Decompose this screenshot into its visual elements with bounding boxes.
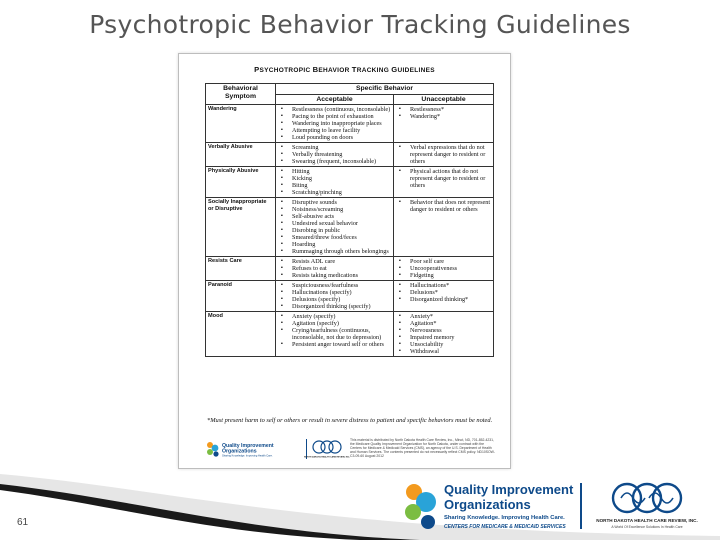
acceptable-list bbox=[278, 282, 391, 310]
symptom-cell: Verbally Abusive bbox=[206, 143, 276, 167]
ndhcri-mini-logo bbox=[304, 439, 350, 459]
list-item: ▪ Attempting to leave facility bbox=[278, 127, 391, 134]
symptom-cell: Mood bbox=[206, 312, 276, 357]
ndhcri-logo bbox=[597, 478, 697, 532]
symptom-cell: Resists Care bbox=[206, 257, 276, 281]
list-item: ▪ Unsociability bbox=[396, 341, 491, 348]
list-item: ▪ Nervousness bbox=[396, 327, 491, 334]
list-item: ▪ Anxiety* bbox=[396, 313, 491, 320]
unacceptable-cell bbox=[394, 257, 494, 281]
document-page bbox=[178, 53, 511, 469]
symptom-cell: Paranoid bbox=[206, 281, 276, 312]
unacceptable-list bbox=[396, 282, 491, 303]
list-item: ▪ Disruptive sounds bbox=[278, 199, 391, 206]
table-row bbox=[206, 167, 494, 198]
unacceptable-cell bbox=[394, 143, 494, 167]
list-item: ▪ Kicking bbox=[278, 175, 391, 182]
symptom-cell: Wandering bbox=[206, 105, 276, 143]
list-item: ▪ Hallucinations (specify) bbox=[278, 289, 391, 296]
qio-cms: CENTERS FOR MEDICARE & MEDICAID SERVICES bbox=[444, 524, 566, 530]
logo-divider bbox=[580, 483, 582, 529]
ndhcri-ring-right bbox=[653, 484, 681, 512]
table-row bbox=[206, 105, 494, 143]
acceptable-cell bbox=[276, 105, 394, 143]
list-item: ▪ Disorganized thinking (specify) bbox=[278, 303, 391, 310]
qio-tagline: Sharing Knowledge. Improving Health Care. bbox=[444, 515, 565, 521]
unacceptable-cell bbox=[394, 281, 494, 312]
ndhcri-mini-name: NORTH DAKOTA HEALTH CARE REVIEW, INC. bbox=[304, 456, 350, 459]
qio-mini-line2: Organizations bbox=[222, 448, 257, 455]
list-item: ▪ Impaired memory bbox=[396, 334, 491, 341]
qio-logo bbox=[402, 478, 572, 534]
list-item: ▪ Disrobing in public bbox=[278, 227, 391, 234]
list-item: ▪ Suspiciousness/fearfulness bbox=[278, 282, 391, 289]
list-item: ▪ Persistent anger toward self or others bbox=[278, 341, 391, 348]
page-number: 61 bbox=[17, 517, 29, 528]
disclaimer-text: This material is distributed by North Dakota Health Care Review, Inc., Minot, ND, 701-852-4231, the Medicare Quality Improvement Organization for North Dakota, under contract with the Centers for Medicare & Medicaid Services (CMS), an agency of the U.S. Department of Health and Human Services. The contents presented do not necessarily reflect CMS policy. ND10SOW-C3-09-60 August 2012 bbox=[350, 438, 495, 459]
table-row bbox=[206, 198, 494, 257]
behavior-table bbox=[205, 83, 494, 357]
list-item: ▪ Undesired sexual behavior bbox=[278, 220, 391, 227]
header-acceptable: Acceptable bbox=[276, 94, 394, 105]
list-item: ▪ Agitation (specify) bbox=[278, 320, 391, 327]
unacceptable-list bbox=[396, 258, 491, 279]
list-item: ▪ Biting bbox=[278, 182, 391, 189]
qio-mini-dot-green bbox=[207, 449, 213, 455]
list-item: ▪ Loud pounding on doors bbox=[278, 134, 391, 141]
list-item: ▪ Anxiety (specify) bbox=[278, 313, 391, 320]
ndhcri-tagline: A World Of Excellence Solutions In Health Care bbox=[611, 525, 683, 529]
symptom-cell: Physically Abusive bbox=[206, 167, 276, 198]
unacceptable-list bbox=[396, 313, 491, 355]
acceptable-list bbox=[278, 168, 391, 196]
acceptable-cell bbox=[276, 167, 394, 198]
list-item: ▪ Pacing to the point of exhaustion bbox=[278, 113, 391, 120]
list-item: ▪ Delusions* bbox=[396, 289, 491, 296]
unacceptable-list bbox=[396, 106, 491, 120]
unacceptable-cell bbox=[394, 198, 494, 257]
table-row bbox=[206, 257, 494, 281]
list-item: ▪ Wandering* bbox=[396, 113, 491, 120]
acceptable-list bbox=[278, 144, 391, 165]
list-item: ▪ Self-abusive acts bbox=[278, 213, 391, 220]
list-item: ▪ Resists ADL care bbox=[278, 258, 391, 265]
qio-dot-green bbox=[405, 504, 421, 520]
acceptable-cell bbox=[276, 198, 394, 257]
qio-mini-logo bbox=[205, 440, 305, 458]
acceptable-list bbox=[278, 313, 391, 348]
list-item: ▪ Hitting bbox=[278, 168, 391, 175]
qio-mini-tagline: Sharing Knowledge. Improving Health Care. bbox=[222, 454, 273, 458]
list-item: ▪ Hallucinations* bbox=[396, 282, 491, 289]
document-footer bbox=[205, 438, 495, 460]
list-item: ▪ Restlessness (continuous, inconsolable) bbox=[278, 106, 391, 113]
list-item: ▪ Screaming bbox=[278, 144, 391, 151]
qio-mini-dot-blue bbox=[212, 445, 219, 452]
table-row bbox=[206, 281, 494, 312]
unacceptable-cell bbox=[394, 167, 494, 198]
list-item: ▪ Swearing (frequent, inconsolable) bbox=[278, 158, 391, 165]
list-item: ▪ Disorganized thinking* bbox=[396, 296, 491, 303]
unacceptable-list bbox=[396, 168, 491, 189]
slide-title: Psychotropic Behavior Tracking Guidelines bbox=[89, 10, 631, 39]
list-item: ▪ Crying/tearfulness (continuous, inconsolable, not due to depression) bbox=[278, 327, 391, 341]
qio-dot-navy bbox=[421, 515, 435, 529]
list-item: ▪ Uncooperativeness bbox=[396, 265, 491, 272]
qio-line2: Organizations bbox=[444, 497, 531, 512]
qio-line1: Quality Improvement bbox=[444, 482, 574, 497]
header-specific-behavior: Specific Behavior bbox=[276, 84, 494, 95]
list-item: ▪ Physical actions that do not represent danger to resident or others bbox=[396, 168, 491, 189]
list-item: ▪ Scratching/pinching bbox=[278, 189, 391, 196]
list-item: ▪ Delusions (specify) bbox=[278, 296, 391, 303]
acceptable-cell bbox=[276, 257, 394, 281]
list-item: ▪ Noisiness/screaming bbox=[278, 206, 391, 213]
symptom-cell: Socially Inappropriate or Disruptive bbox=[206, 198, 276, 257]
acceptable-cell bbox=[276, 281, 394, 312]
table-row bbox=[206, 143, 494, 167]
table-row bbox=[206, 312, 494, 357]
header-symptom: Behavioral Symptom bbox=[206, 84, 276, 105]
qio-mini-dot-navy bbox=[213, 451, 218, 456]
list-item: ▪ Resists taking medications bbox=[278, 272, 391, 279]
table-body bbox=[206, 105, 494, 357]
list-item: ▪ Hoarding bbox=[278, 241, 391, 248]
list-item: ▪ Agitation* bbox=[396, 320, 491, 327]
list-item: ▪ Restlessness* bbox=[396, 106, 491, 113]
list-item: ▪ Withdrawal bbox=[396, 348, 491, 355]
list-item: ▪ Behavior that does not represent danger to resident or others bbox=[396, 199, 491, 213]
list-item: ▪ Wandering into inappropriate places bbox=[278, 120, 391, 127]
footnote: *Must present harm to self or others or result in severe distress to patient and specific behaviors must be noted. bbox=[207, 417, 493, 424]
list-item: ▪ Verbally threatening bbox=[278, 151, 391, 158]
qio-mini-line1: Quality Improvement bbox=[222, 443, 274, 449]
unacceptable-list bbox=[396, 199, 491, 213]
list-item: ▪ Smeared/threw food/feces bbox=[278, 234, 391, 241]
document-title: PSYCHOTROPIC BEHAVIOR TRACKING GUIDELINES bbox=[254, 65, 435, 74]
list-item: ▪ Verbal expressions that do not represent danger to resident or others bbox=[396, 144, 491, 165]
list-item: ▪ Poor self care bbox=[396, 258, 491, 265]
ndhcri-name: NORTH DAKOTA HEALTH CARE REVIEW, INC. bbox=[596, 518, 698, 523]
list-item: ▪ Refuses to eat bbox=[278, 265, 391, 272]
acceptable-cell bbox=[276, 143, 394, 167]
unacceptable-list bbox=[396, 144, 491, 165]
unacceptable-cell bbox=[394, 105, 494, 143]
header-unacceptable: Unacceptable bbox=[394, 94, 494, 105]
list-item: ▪ Fidgeting bbox=[396, 272, 491, 279]
unacceptable-cell bbox=[394, 312, 494, 357]
acceptable-list bbox=[278, 258, 391, 279]
acceptable-cell bbox=[276, 312, 394, 357]
acceptable-list bbox=[278, 106, 391, 141]
list-item: ▪ Rummaging through others belongings bbox=[278, 248, 391, 255]
acceptable-list bbox=[278, 199, 391, 255]
